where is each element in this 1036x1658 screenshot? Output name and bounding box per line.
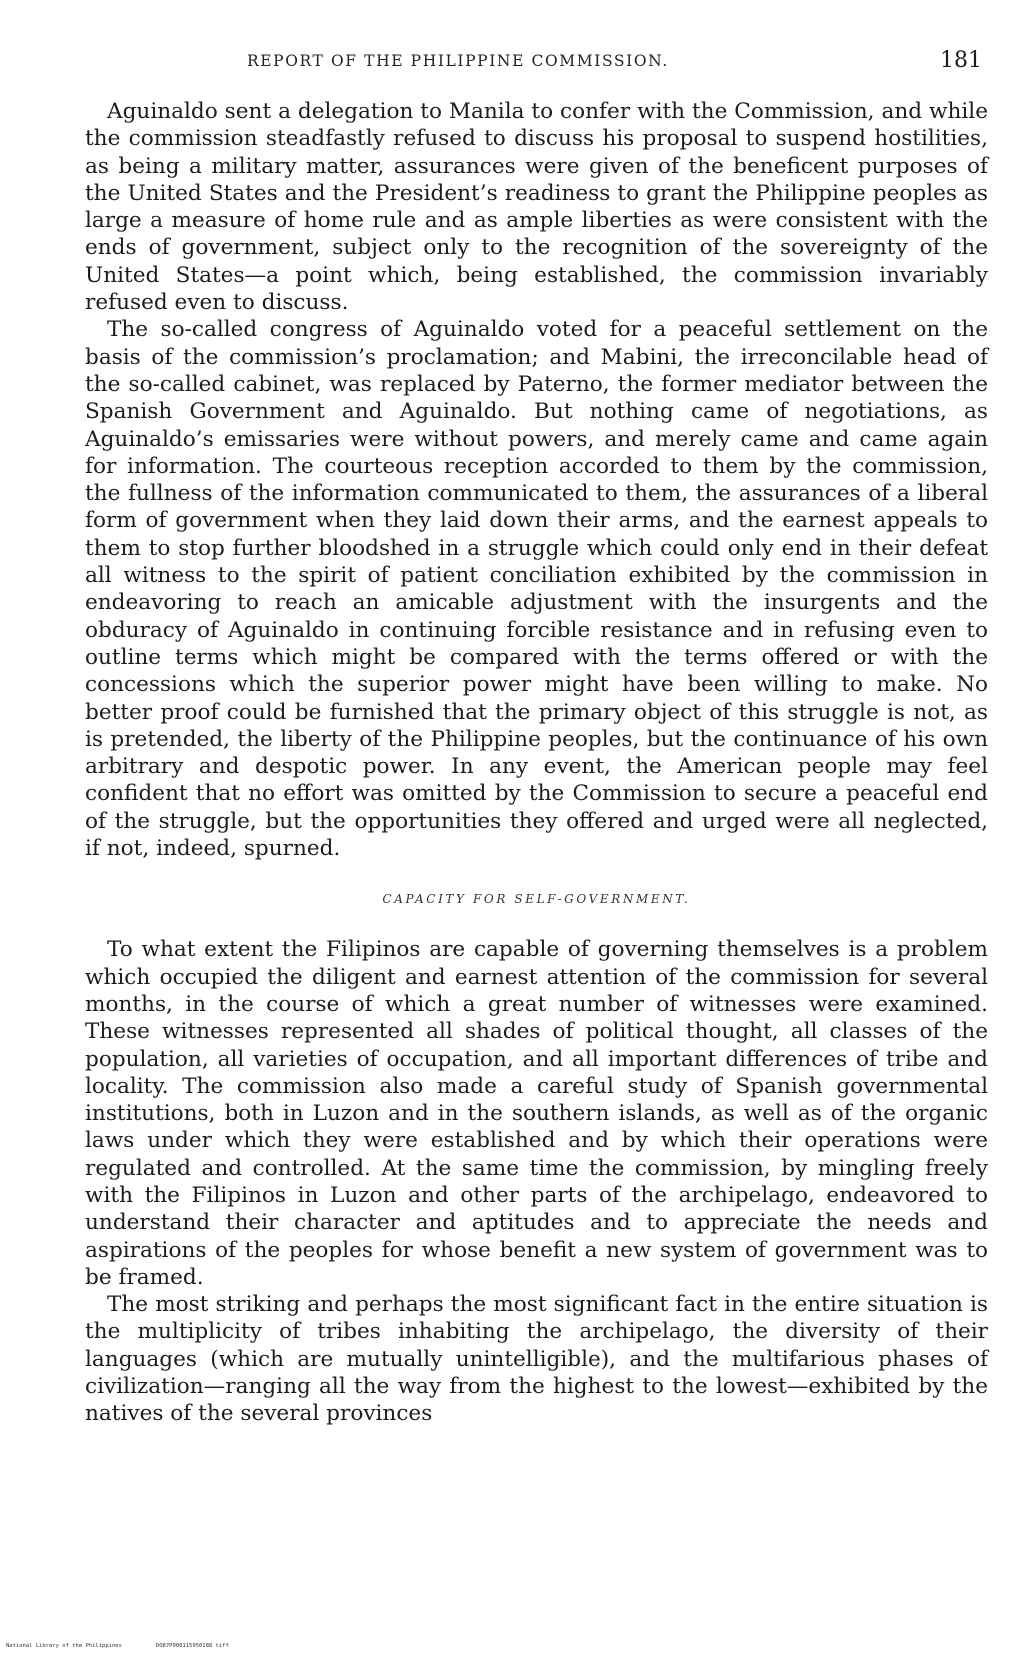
page-number: 181 bbox=[940, 48, 982, 73]
paragraph-capacity: To what extent the Filipinos are capable of governing themselves is a problem which occupied the diligent and earnest attention of the commission for several months, in the course of which a great number of witnesses were examined. These witnesses represented all shades of political thought, all classes of the population, all varieties of occupation, and all important differences of tribe and locality. The commission also made a careful study of Spanish governmental institutions, both in Luzon and in the southern islands, as well as of the organic laws under which they were established and by which their operations were regulated and controlled. At the same time the commission, by mingling freely with the Filipinos in Luzon and other parts of the archipelago, endeavored to understand their character and aptitudes and to appreciate the needs and aspirations of the peoples for whose benefit a new system of government was to be framed. bbox=[85, 937, 988, 1290]
running-head: REPORT OF THE PHILIPPINE COMMISSION. bbox=[247, 52, 669, 70]
library-credit: National Library of the Philippines bbox=[6, 1643, 122, 1649]
paragraph-congress: The so-called congress of Aguinaldo voted for a peaceful settlement on the basis of the commission’s proclamation; and Mabini, the irreconcilable head of the so-called cabinet, was replaced by Paterno, the former mediator between the Spanish Government and Aguinaldo. But nothing came of negotiations, as Aguinaldo’s emissaries were without powers, and merely came and came again for information. The courteous reception accorded to them by the commission, the fullness of the information communicated to them, the assurances of a liberal form of government when they laid down their arms, and the earnest appeals to them to stop further bloodshed in a struggle which could only end in their defeat all witness to the spirit of patient conciliation exhibited by the commission in endeavoring to reach an amicable adjustment with the insurgents and the obduracy of Aguinaldo in continuing forcible resistance and in refusing even to outline terms which might be compared with the terms offered or with the concessions which the superior power might have been willing to make. No better proof could be furnished that the primary object of this struggle is not, as is pretended, the liberty of the Philippine peoples, but the continuance of his own arbitrary and despotic power. In any event, the American people may feel confident that no effort was omitted by the Commission to secure a peaceful end of the struggle, but the opportunities they offered and urged were all neglected, if not, indeed, spurned. bbox=[85, 317, 988, 862]
section-spacer bbox=[85, 914, 988, 936]
paragraph-delegation: Aguinaldo sent a delegation to Manila to confer with the Commission, and while the commission steadfastly refused to discuss his proposal to suspend hostilities, as being a military matter, assurances were given of the beneficent purposes of the United States and the President’s readiness to grant the Philippine peoples as large a measure of home rule and as ample liberties as were consistent with the ends of government, subject only to the recognition of the sovereignty of the United States—a point which, being established, the commission invariably refused even to discuss. bbox=[85, 99, 988, 316]
file-id: DO87P000115950188 tiff bbox=[155, 1643, 229, 1649]
scan-footer bbox=[6, 1643, 229, 1649]
page-body bbox=[85, 98, 988, 1428]
page-header bbox=[85, 48, 988, 78]
paragraph-tribes: The most striking and perhaps the most significant fact in the entire situation is the multiplicity of tribes inhabiting the archipelago, the diversity of their languages (which are mutually unintelligible), and the multifarious phases of civilization—ranging all the way from the highest to the lowest—exhibited by the natives of the several provinces bbox=[85, 1292, 988, 1427]
section-heading: CAPACITY FOR SELF-GOVERNMENT. bbox=[382, 892, 691, 907]
